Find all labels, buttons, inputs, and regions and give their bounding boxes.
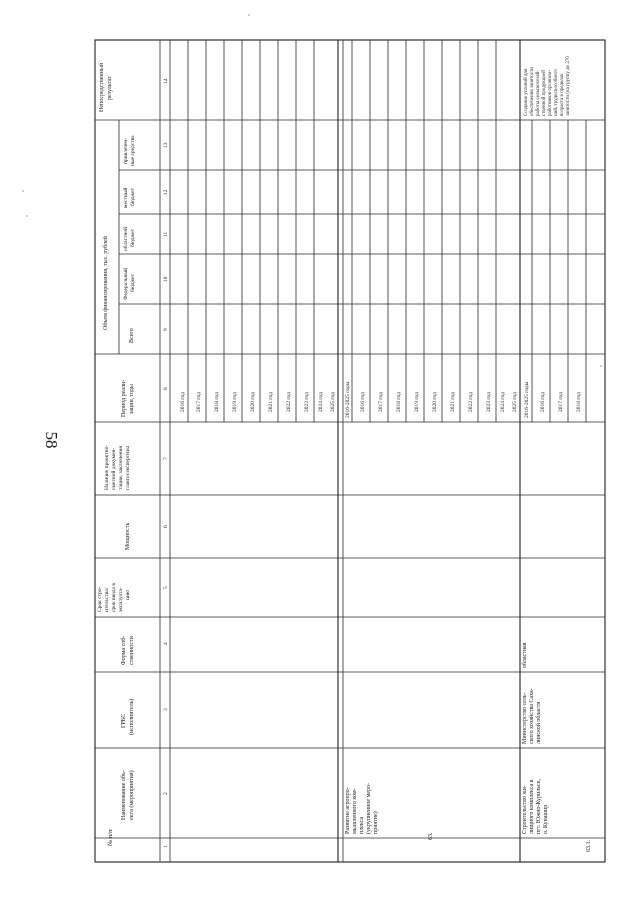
header-col12-l1: местный: [123, 187, 129, 208]
row63-name-l4: (укрупненное меро-: [366, 782, 372, 834]
header-col14-l1: Непосредственный: [99, 62, 105, 112]
header-col7-l2: сметной докумен-: [111, 447, 117, 490]
row63-year-2024: 2024 год: [500, 392, 506, 412]
row63-year-2019: 2019 год: [414, 392, 420, 412]
colnum-4: 4: [163, 642, 169, 645]
row63-year-2017: 2017 год: [378, 392, 384, 412]
colnum-10: 10: [163, 276, 169, 282]
colnum-1: 1: [163, 845, 169, 848]
row63-name-l3: плекса: [359, 816, 365, 834]
s1-year-2017: 2017 год: [196, 392, 202, 412]
table-header: [97, 62, 136, 846]
row631-number: 63.1.: [586, 840, 592, 852]
row63-year-total: 2016-2025 годы: [345, 381, 351, 418]
header-col3-l2: (исполнитель): [129, 698, 135, 735]
row-dividers: [119, 40, 586, 862]
row631-year-total: 2016-2025 годы: [524, 381, 530, 418]
colnum-14: 14: [163, 78, 169, 84]
row63-year-2020: 2020 год: [432, 392, 438, 412]
colnum-11: 11: [163, 231, 169, 237]
header-finance-group: Объем финансирования, тыс. рублей: [103, 236, 109, 330]
header-col4-l1: Форма соб-: [121, 635, 127, 665]
header-col3-l1: ГРБС: [121, 713, 127, 728]
s1-year-2022: 2022 год: [286, 392, 292, 412]
row631-name-l1: Строительство жи-: [522, 785, 528, 834]
s1-year-2023: 2023 год: [304, 392, 310, 412]
colnum-9: 9: [163, 328, 169, 331]
colnum-7: 7: [163, 457, 169, 460]
row63-name-l1: Развитие агропро-: [345, 787, 351, 834]
header-col13-l1: привлечен-: [123, 137, 129, 164]
s1-year-2020: 2020 год: [250, 392, 256, 412]
column-number-row: [163, 78, 169, 848]
header-col9: Всего: [129, 328, 135, 343]
colnum-2: 2: [163, 792, 169, 795]
header-col5-l2: ительства/: [104, 587, 110, 612]
scan-speck: [22, 190, 24, 192]
row631-result-l7: возраста в пределах: [560, 73, 565, 116]
s1-year-2025: 2025 год: [330, 392, 336, 412]
row63-year-2025: 2025 год: [512, 392, 518, 412]
row631-result-l8: занятости (на группу до 270: [566, 56, 571, 116]
row631-name-l2: лищного комплекса в: [529, 779, 535, 834]
row631-executor-l3: линской области: [536, 701, 542, 744]
scan-speck: [26, 215, 28, 217]
row-63: [345, 381, 518, 840]
header-col7-l4: главгосэкспертизы: [125, 446, 131, 490]
row631-executor-l2: ского хозяйства Саха-: [529, 688, 535, 744]
row63-name-l2: мышленного ком-: [352, 788, 358, 834]
header-col8-l2: зации, годы: [129, 384, 135, 414]
header-col4-l2: ственности: [129, 636, 135, 665]
row63-year-2022: 2022 год: [468, 392, 474, 412]
page-number: 58: [42, 431, 61, 449]
colnum-5: 5: [163, 586, 169, 589]
s1-year-2024: 2024 год: [318, 392, 324, 412]
s1-year-2018: 2018 год: [214, 392, 220, 412]
header-col13-l2: ные средства: [130, 135, 136, 166]
header-col7-l1: Наличие проектно-: [104, 444, 110, 490]
header-col10-l1: Федеральный: [123, 267, 129, 300]
row63-number: 63.: [428, 832, 434, 840]
header-col2-l2: екта (мероприятия): [129, 770, 135, 820]
row631-result-l4: ственной продукцией: [542, 70, 547, 116]
row631-result-l2: обеспечения занятости: [530, 67, 535, 116]
header-col11-l2: бюджет: [130, 229, 136, 247]
scan-speck: [248, 14, 250, 16]
header-col5-l1: Срок стро-: [97, 586, 103, 612]
colnum-12: 12: [163, 189, 169, 195]
colnum-6: 6: [163, 525, 169, 528]
scan-speck: [600, 365, 602, 367]
row63-year-2018: 2018 год: [396, 392, 402, 412]
header-col10-l2: бюджет: [130, 274, 136, 292]
header-col8-l1: Период реали-: [121, 379, 127, 417]
row63-name-l5: приятие): [373, 811, 379, 834]
row631-result-l6: ций, трудоспособного: [554, 69, 559, 116]
row63-year-2021: 2021 год: [450, 392, 456, 412]
colnum-13: 13: [163, 142, 169, 148]
row631-result-l5: работников организа-: [548, 69, 553, 116]
s1-year-2019: 2019 год: [232, 392, 238, 412]
row631-result-l1: Создание условий для: [524, 68, 529, 116]
header-col6: Мощность: [125, 522, 131, 550]
header-col5-l4: эксплуата-: [118, 587, 124, 612]
section1-years: [180, 392, 336, 412]
colnum-3: 3: [163, 708, 169, 711]
row631-result-l3: работы сельскохозяй-: [536, 70, 541, 116]
header-col11-l1: областной: [123, 226, 129, 251]
row63-year-2016: 2016 год: [360, 392, 366, 412]
row631-year-2017: 2017 год: [558, 392, 564, 412]
header-col1: № п/п: [107, 829, 114, 846]
row63-year-2023: 2023 год: [486, 392, 492, 412]
row631-name-l4: о. Кунашир: [543, 804, 549, 834]
row631-year-2018: 2018 год: [576, 392, 582, 412]
s1-year-2021: 2021 год: [268, 392, 274, 412]
header-col5-l5: цию: [125, 590, 131, 600]
header-col12-l2: бюджет: [130, 188, 136, 206]
row631-year-2016: 2016 год: [540, 392, 546, 412]
header-col14-l2: результат: [107, 75, 113, 100]
row631-ownership: областная: [522, 642, 528, 668]
s1-year-2016: 2016 год: [180, 392, 186, 412]
header-col2-l1: Наименование объ-: [121, 770, 127, 820]
header-col7-l3: тации, заключения: [118, 445, 124, 490]
header-col5-l3: срок ввода в: [111, 583, 117, 612]
colnum-8: 8: [163, 387, 169, 390]
row631-name-l3: пгт. Южно-Курильск,: [536, 778, 542, 834]
row631-executor-l1: Министерство сель-: [522, 692, 528, 744]
